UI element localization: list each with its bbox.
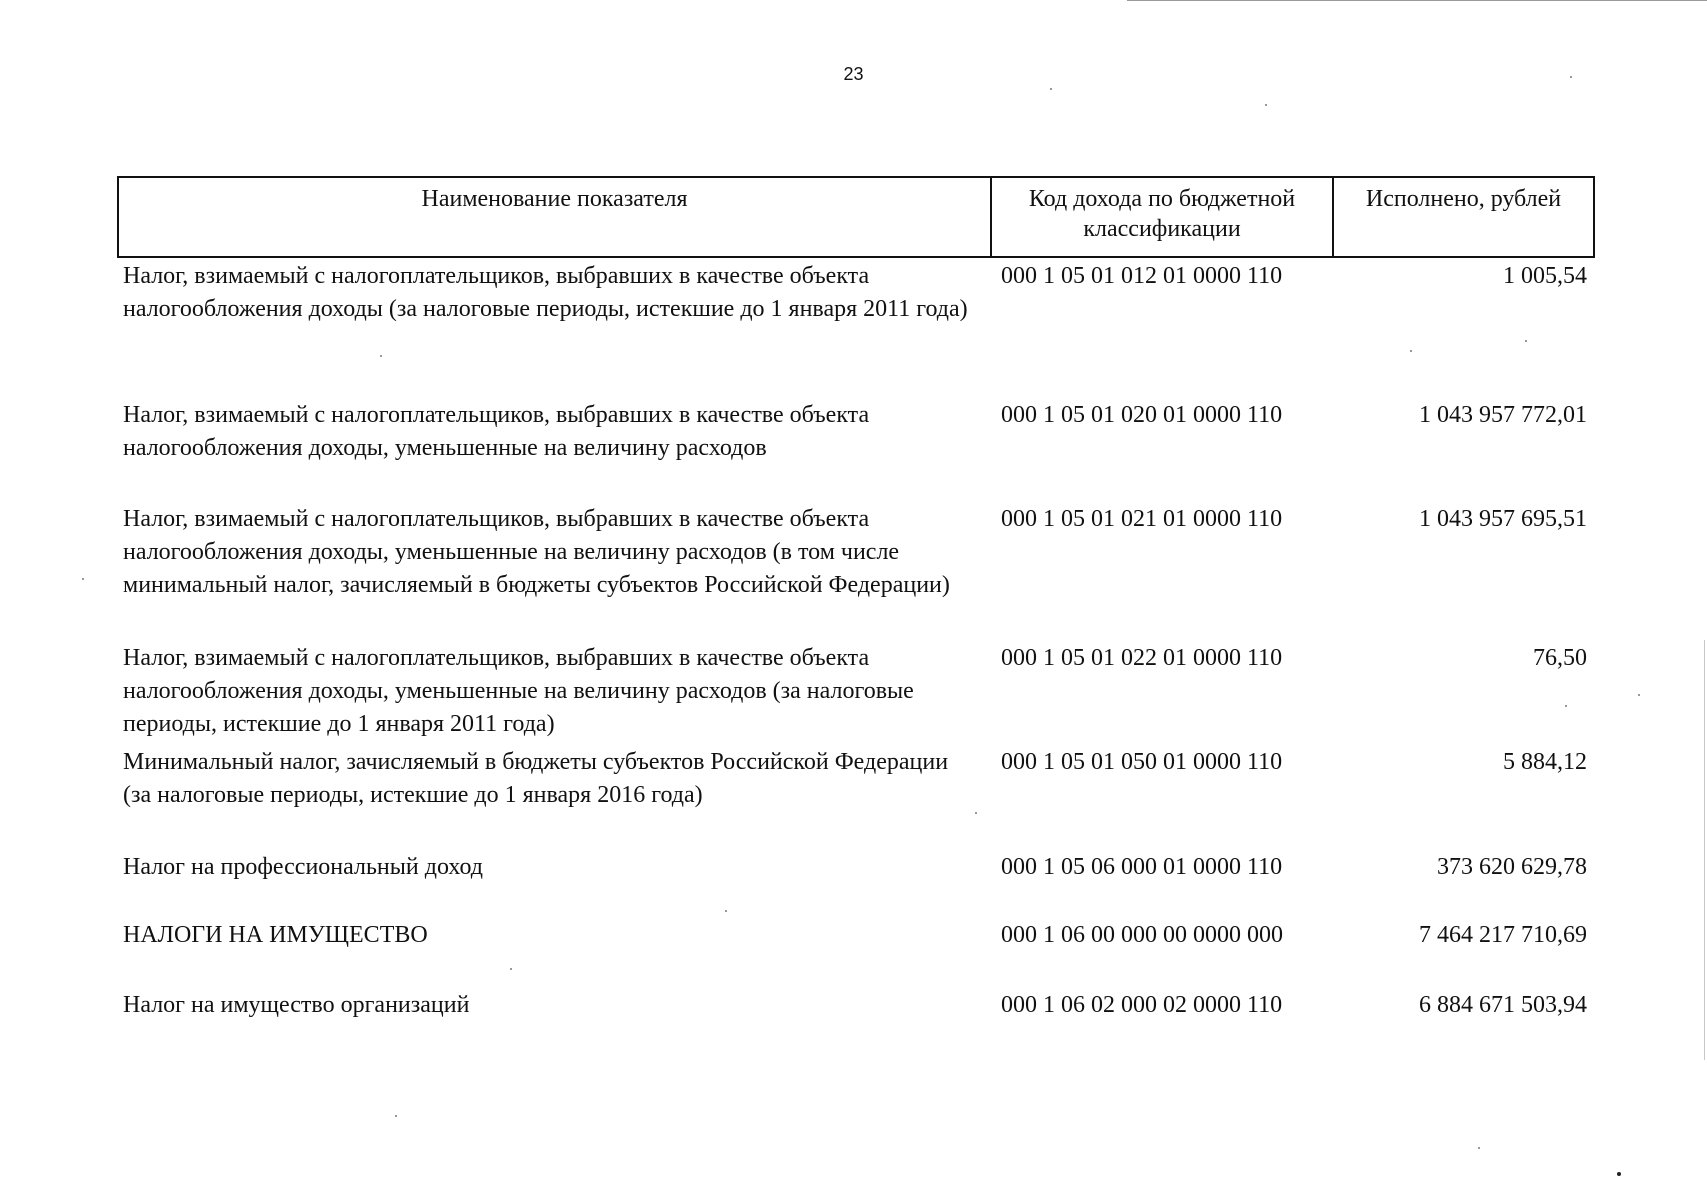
row-name: Минимальный налог, зачисляемый в бюджеты субъектов Российской Федерации (за налоговые периоды, истекшие до 1 января 2016 года) [123,749,949,808]
table-row [117,989,1595,1022]
row-code: 000 1 05 01 022 01 0000 110 [1001,645,1283,671]
scan-speck [725,910,727,912]
scan-speck [975,812,977,814]
scan-speck [1525,340,1527,342]
row-executed: 76,50 [1533,645,1587,671]
row-code: 000 1 05 01 021 01 0000 110 [1001,506,1283,532]
row-executed: 1 043 957 695,51 [1419,506,1587,532]
scan-speck [510,968,512,970]
table-row [117,642,1595,741]
row-executed: 1 043 957 772,01 [1419,402,1587,428]
row-code: 000 1 05 01 050 01 0000 110 [1001,749,1283,775]
row-name: Налог, взимаемый с налогоплательщиков, выбравших в качестве объекта налогообложения доходы, уменьшенные на величину расходов (за налоговые периоды, истекшие до 1 января 2011 года) [123,645,914,737]
row-code: 000 1 06 00 000 00 0000 000 [1001,922,1283,948]
header-name: Наименование показателя [119,178,992,256]
row-executed: 1 005,54 [1503,263,1587,289]
table-row [117,919,1595,952]
scan-speck [1265,104,1267,106]
row-executed: 6 884 671 503,94 [1419,992,1587,1018]
row-code: 000 1 05 01 012 01 0000 110 [1001,263,1283,289]
header-executed: Исполнено, рублей [1365,186,1562,212]
table-row [117,746,1595,812]
table-header [117,176,1595,258]
scan-speck [1570,76,1572,78]
scan-speck [1410,350,1412,352]
scan-speck [1478,1147,1480,1149]
table-row [117,503,1595,602]
row-name: Налог, взимаемый с налогоплательщиков, выбравших в качестве объекта налогообложения доходы, уменьшенные на величину расходов (в том числе минимальный налог, зачисляемый в бюджеты субъектов Российской Федерации) [123,506,950,598]
row-name: Налог, взимаемый с налогоплательщиков, выбравших в качестве объекта налогообложения доходы (за налоговые периоды, истекшие до 1 января 2011 года) [123,263,968,322]
scan-speck [82,578,84,580]
header-code: Код дохода по бюджетной классификации [992,178,1334,256]
row-executed: 5 884,12 [1503,749,1587,775]
page-number: 23 [843,64,864,84]
table-row [117,399,1595,465]
row-executed: 7 464 217 710,69 [1419,922,1587,948]
scan-speck [1050,88,1052,90]
table-row [117,851,1595,884]
scan-speck [380,355,382,357]
scan-speck [1565,705,1567,707]
table-row [117,260,1595,326]
row-name: Налог на профессиональный доход [123,854,483,880]
scan-top-edge-line [1127,0,1707,1]
row-name: Налог на имущество организаций [123,992,470,1018]
scan-speck [395,1115,397,1117]
scan-right-edge-line [1704,640,1705,1060]
scan-speck [1617,1172,1621,1176]
row-name: Налог, взимаемый с налогоплательщиков, выбравших в качестве объекта налогообложения доходы, уменьшенные на величину расходов [123,402,870,461]
row-name: НАЛОГИ НА ИМУЩЕСТВО [123,922,428,948]
row-executed: 373 620 629,78 [1437,854,1587,880]
row-code: 000 1 06 02 000 02 0000 110 [1001,992,1283,1018]
row-code: 000 1 05 01 020 01 0000 110 [1001,402,1283,428]
row-code: 000 1 05 06 000 01 0000 110 [1001,854,1283,880]
scan-speck [1638,694,1640,696]
